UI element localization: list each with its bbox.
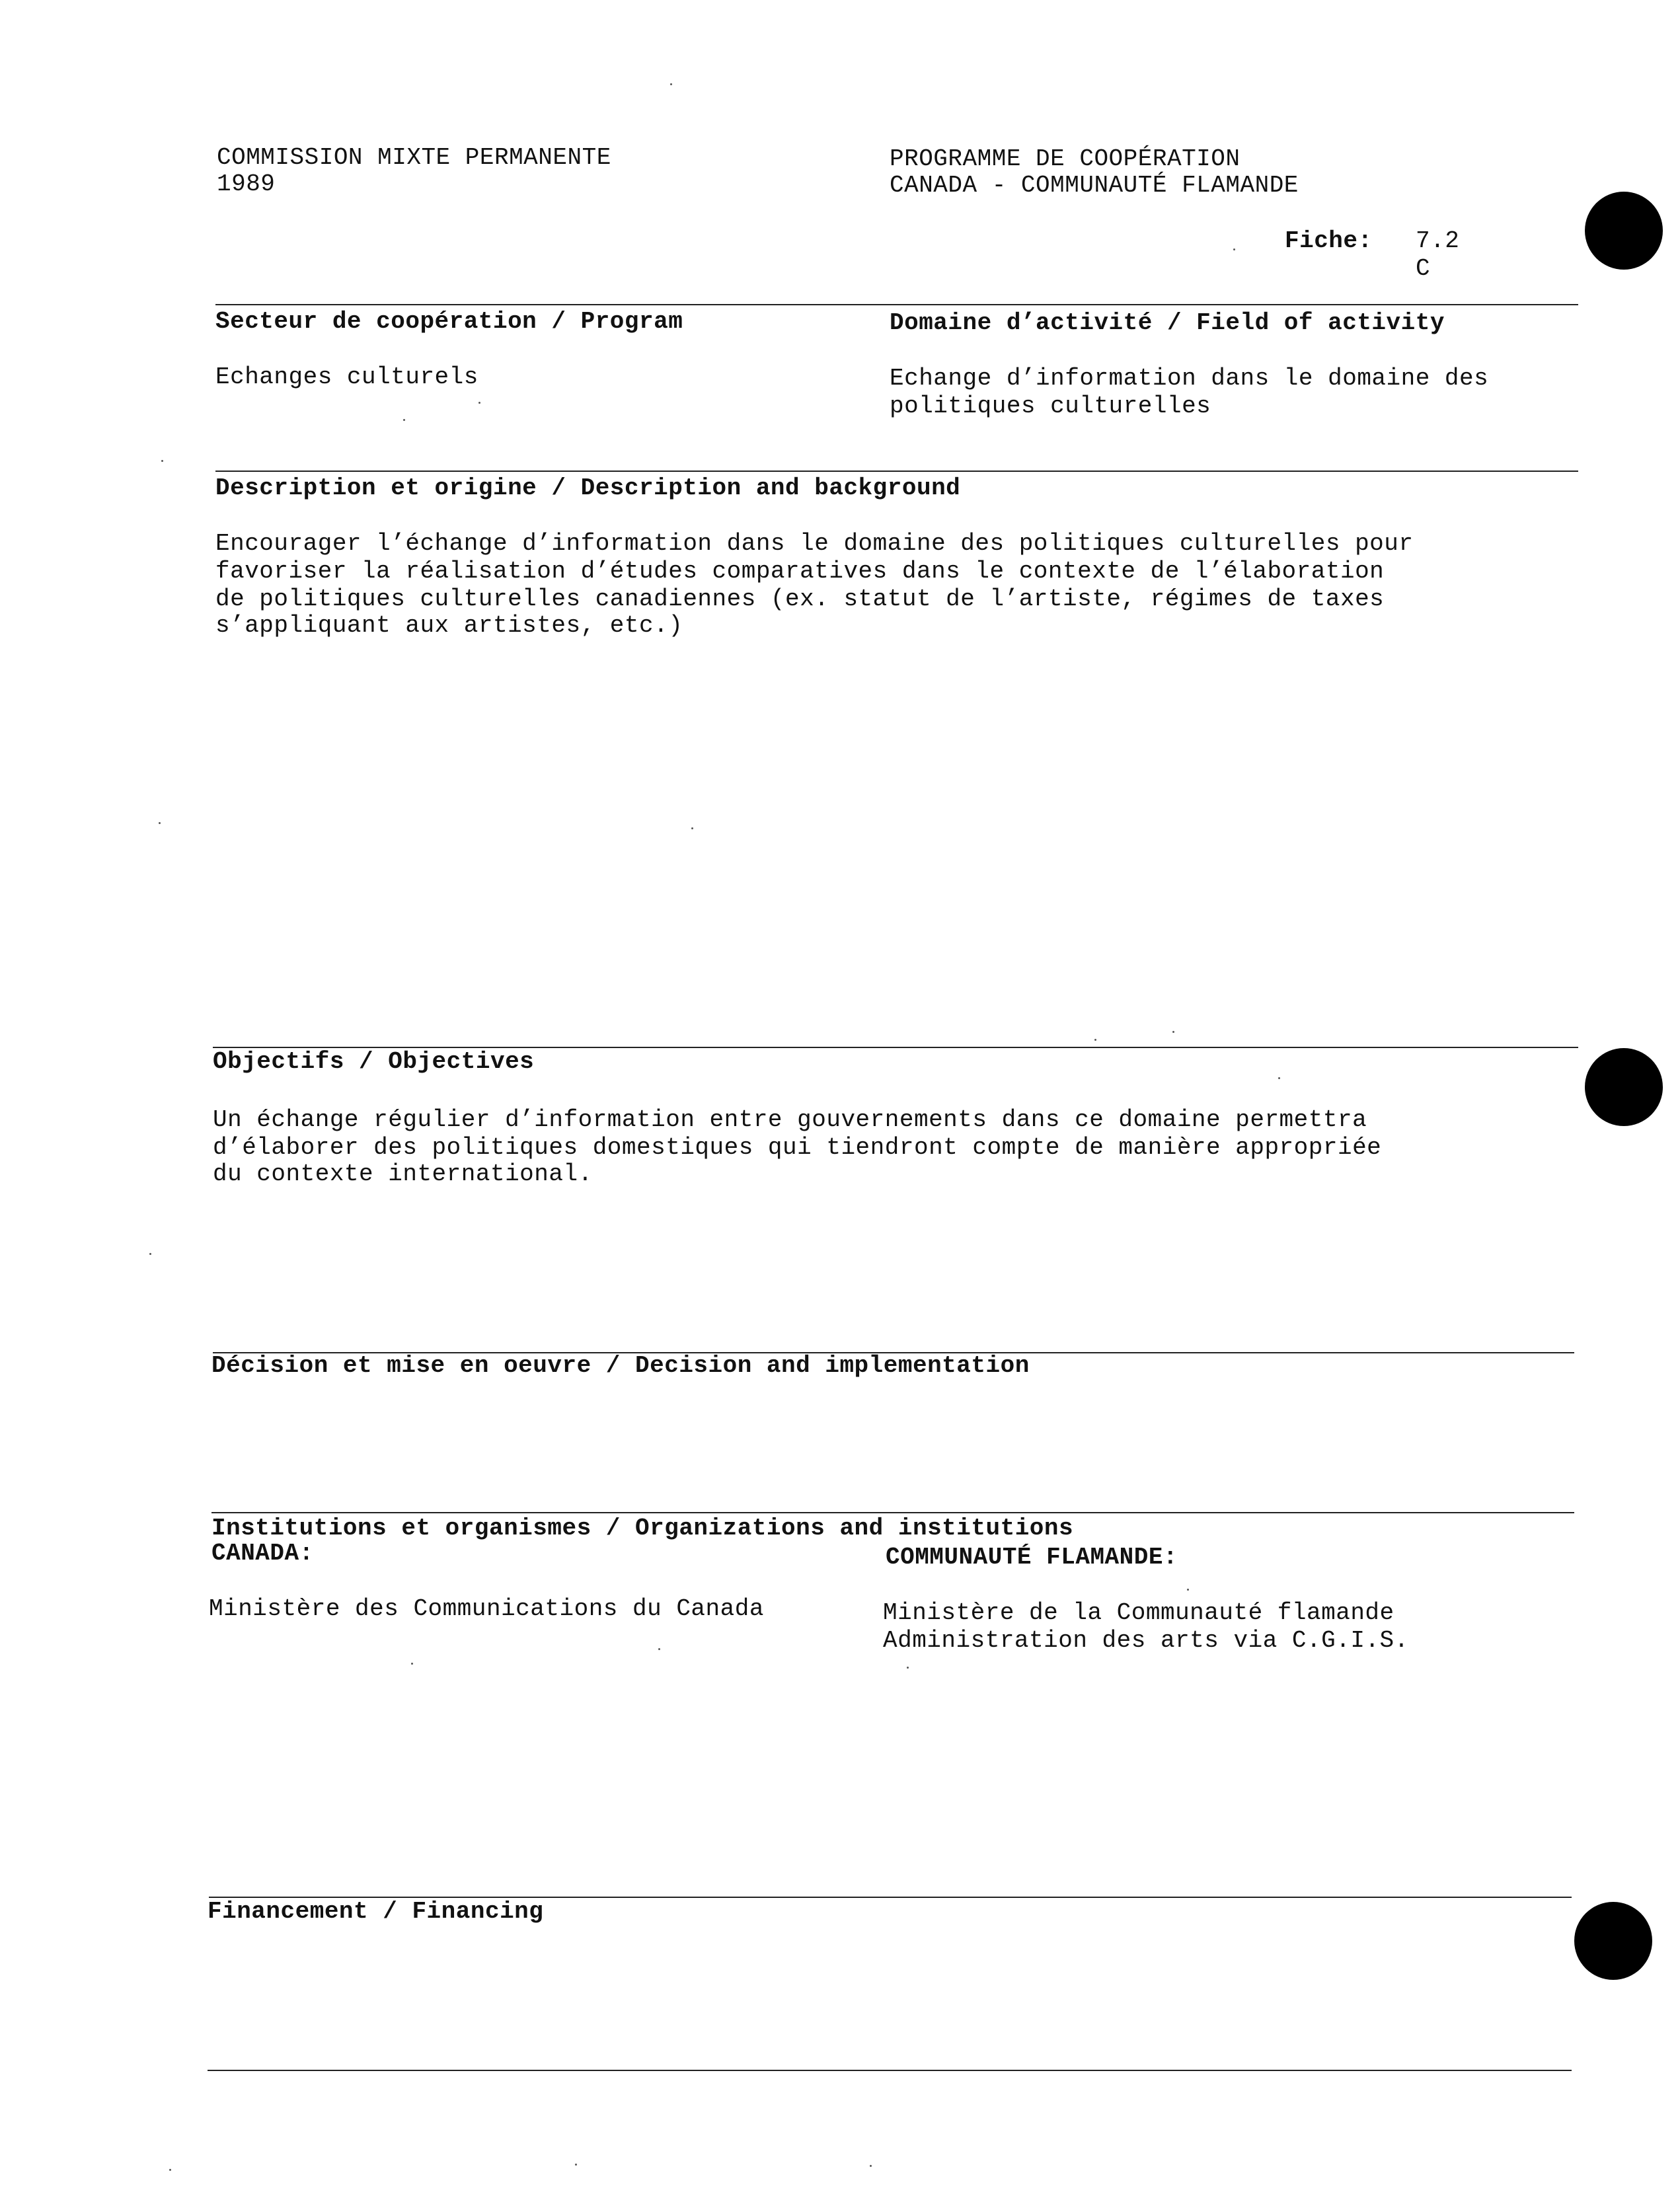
- scan-speck: [670, 83, 672, 85]
- divider-rule: [211, 1512, 1574, 1513]
- scan-speck: [870, 2165, 872, 2167]
- description-line: de politiques culturelles canadiennes (ex. statut de l’artiste, régimes de taxes: [215, 586, 1385, 613]
- objectives-line: d’élaborer des politiques domestiques qui tiendront compte de manière appropriée: [213, 1134, 1382, 1161]
- program-heading: Secteur de coopération / Program: [215, 308, 683, 335]
- canada-institution: Ministère des Communications du Canada: [209, 1595, 764, 1622]
- description-line: s’appliquant aux artistes, etc.): [215, 612, 683, 639]
- scan-speck: [1278, 1077, 1280, 1079]
- header-left-line1: COMMISSION MIXTE PERMANENTE: [217, 144, 611, 171]
- scan-speck: [161, 460, 163, 462]
- institutions-heading: Institutions et organismes / Organizations and institutions: [211, 1515, 1074, 1542]
- divider-rule: [215, 471, 1578, 472]
- header-right-line1: PROGRAMME DE COOPÉRATION: [890, 145, 1241, 172]
- scan-speck: [403, 419, 405, 421]
- decision-heading: Décision et mise en oeuvre / Decision and implementation: [211, 1352, 1030, 1379]
- objectives-heading: Objectifs / Objectives: [213, 1048, 535, 1075]
- scan-speck: [1172, 1031, 1174, 1033]
- scan-speck: [1187, 1589, 1189, 1591]
- financing-heading: Financement / Financing: [208, 1898, 544, 1925]
- field-value-line1: Echange d’information dans le domaine des: [890, 365, 1489, 392]
- description-line: favoriser la réalisation d’études comparatives dans le contexte de l’élaboration: [215, 558, 1385, 585]
- fiche-letter: C: [1416, 255, 1431, 282]
- scan-speck: [149, 1253, 151, 1255]
- scan-speck: [907, 1667, 909, 1669]
- field-value-line2: politiques culturelles: [890, 393, 1211, 420]
- punch-hole-middle: [1585, 1048, 1663, 1126]
- objectives-line: du contexte international.: [213, 1160, 593, 1188]
- fiche-label: Fiche:: [1285, 227, 1373, 254]
- fiche-number: 7.2: [1416, 227, 1460, 254]
- flemish-institution-line1: Ministère de la Communauté flamande: [883, 1599, 1394, 1626]
- punch-hole-bottom: [1574, 1902, 1652, 1980]
- scan-speck: [575, 2164, 577, 2166]
- program-value: Echanges culturels: [215, 363, 478, 391]
- description-line: Encourager l’échange d’information dans le domaine des politiques culturelles pour: [215, 530, 1414, 557]
- scan-speck: [169, 2169, 171, 2171]
- field-heading: Domaine d’activité / Field of activity: [890, 309, 1445, 336]
- scan-speck: [478, 402, 480, 404]
- scan-speck: [1233, 248, 1235, 250]
- flemish-institution-line2: Administration des arts via C.G.I.S.: [883, 1627, 1409, 1654]
- scan-speck: [691, 827, 693, 829]
- divider-rule: [215, 304, 1578, 305]
- scan-speck: [411, 1663, 413, 1665]
- flemish-label: COMMUNAUTÉ FLAMANDE:: [886, 1544, 1178, 1571]
- header-right-line2: CANADA - COMMUNAUTÉ FLAMANDE: [890, 172, 1299, 199]
- canada-label: CANADA:: [211, 1540, 314, 1567]
- scan-speck: [159, 822, 161, 824]
- header-left-line2: 1989: [217, 170, 276, 198]
- scan-speck: [1094, 1039, 1096, 1041]
- divider-rule: [208, 2070, 1572, 2071]
- description-heading: Description et origine / Description and background: [215, 474, 961, 502]
- scan-speck: [658, 1648, 660, 1650]
- objectives-line: Un échange régulier d’information entre gouvernements dans ce domaine permettra: [213, 1106, 1367, 1133]
- punch-hole-top: [1585, 192, 1663, 270]
